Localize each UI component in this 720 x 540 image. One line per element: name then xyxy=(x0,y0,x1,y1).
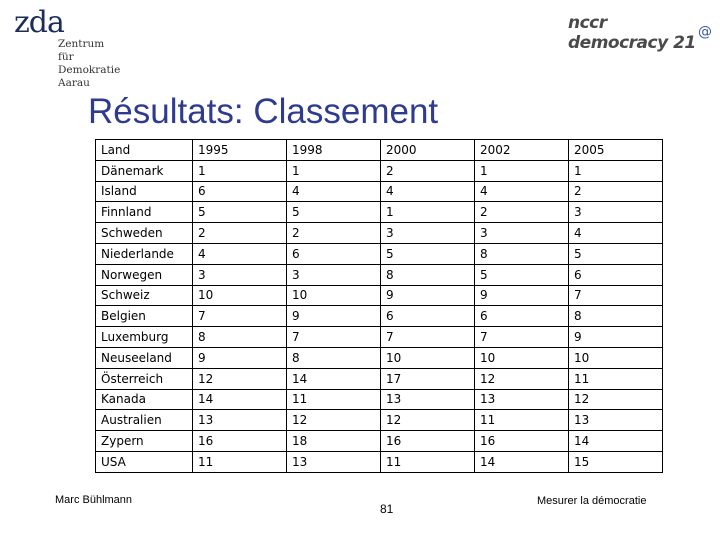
table-cell-rank: 12 xyxy=(475,368,569,389)
table-cell-rank: 14 xyxy=(475,451,569,472)
table-cell-rank: 2000 xyxy=(381,140,475,161)
table-cell-rank: 14 xyxy=(193,389,287,410)
table-cell-rank: 7 xyxy=(193,306,287,327)
table-cell-rank: 12 xyxy=(381,410,475,431)
table-cell-rank: 7 xyxy=(569,285,663,306)
table-cell-rank: 2 xyxy=(475,202,569,223)
table-cell-rank: 8 xyxy=(287,347,381,368)
table-cell-rank: 6 xyxy=(381,306,475,327)
table-row xyxy=(96,223,663,244)
table-cell-country: Land xyxy=(96,140,193,161)
table-cell-rank: 5 xyxy=(569,243,663,264)
table-cell-rank: 2 xyxy=(569,181,663,202)
table-cell-rank: 11 xyxy=(193,451,287,472)
table-cell-rank: 11 xyxy=(381,451,475,472)
ranking-table-body xyxy=(96,140,663,473)
table-cell-rank: 10 xyxy=(475,347,569,368)
table-cell-rank: 2005 xyxy=(569,140,663,161)
table-cell-rank: 11 xyxy=(569,368,663,389)
table-cell-country: Luxemburg xyxy=(96,327,193,348)
table-row xyxy=(96,264,663,285)
table-row xyxy=(96,306,663,327)
table-cell-rank: 2 xyxy=(381,160,475,181)
table-row xyxy=(96,368,663,389)
table-cell-rank: 9 xyxy=(569,327,663,348)
table-cell-rank: 1 xyxy=(287,160,381,181)
table-cell-rank: 9 xyxy=(287,306,381,327)
table-cell-rank: 8 xyxy=(381,264,475,285)
table-cell-rank: 8 xyxy=(569,306,663,327)
table-cell-rank: 1 xyxy=(193,160,287,181)
table-cell-rank: 8 xyxy=(475,243,569,264)
table-cell-rank: 13 xyxy=(569,410,663,431)
table-cell-rank: 2002 xyxy=(475,140,569,161)
table-cell-rank: 1 xyxy=(569,160,663,181)
table-cell-rank: 18 xyxy=(287,431,381,452)
table-cell-rank: 13 xyxy=(475,389,569,410)
slide-title: Résultats: Classement xyxy=(88,92,439,131)
footer-topic: Mesurer la démocratie xyxy=(537,495,647,507)
table-cell-rank: 4 xyxy=(287,181,381,202)
table-row xyxy=(96,431,663,452)
table-cell-country: Island xyxy=(96,181,193,202)
table-row xyxy=(96,451,663,472)
ranking-table xyxy=(95,139,663,473)
table-row xyxy=(96,160,663,181)
table-cell-rank: 4 xyxy=(569,223,663,244)
table-row xyxy=(96,389,663,410)
table-cell-rank: 12 xyxy=(287,410,381,431)
table-cell-country: Niederlande xyxy=(96,243,193,264)
nccr-logo-line2: democracy 21 xyxy=(568,33,696,53)
table-cell-rank: 7 xyxy=(381,327,475,348)
table-cell-rank: 6 xyxy=(475,306,569,327)
table-cell-rank: 5 xyxy=(193,202,287,223)
table-cell-country: Norwegen xyxy=(96,264,193,285)
table-cell-rank: 15 xyxy=(569,451,663,472)
table-row xyxy=(96,202,663,223)
table-cell-rank: 3 xyxy=(475,223,569,244)
table-cell-rank: 12 xyxy=(193,368,287,389)
zda-line-1: Zentrum für xyxy=(58,38,105,63)
table-cell-rank: 16 xyxy=(193,431,287,452)
table-cell-rank: 13 xyxy=(381,389,475,410)
table-cell-rank: 2 xyxy=(193,223,287,244)
table-cell-rank: 6 xyxy=(193,181,287,202)
table-row xyxy=(96,347,663,368)
table-row xyxy=(96,285,663,306)
table-cell-rank: 13 xyxy=(287,451,381,472)
page-number: 81 xyxy=(380,502,394,516)
table-cell-rank: 2 xyxy=(287,223,381,244)
table-cell-rank: 11 xyxy=(475,410,569,431)
table-cell-country: Zypern xyxy=(96,431,193,452)
table-cell-rank: 6 xyxy=(569,264,663,285)
table-cell-rank: 9 xyxy=(193,347,287,368)
table-row xyxy=(96,181,663,202)
table-cell-country: Kanada xyxy=(96,389,193,410)
nccr-logo-line1: nccr xyxy=(568,13,607,33)
table-cell-rank: 16 xyxy=(381,431,475,452)
table-cell-country: Neuseeland xyxy=(96,347,193,368)
table-cell-rank: 4 xyxy=(193,243,287,264)
nccr-logo xyxy=(568,14,716,54)
table-cell-rank: 10 xyxy=(193,285,287,306)
table-cell-rank: 4 xyxy=(381,181,475,202)
table-cell-rank: 14 xyxy=(569,431,663,452)
table-cell-rank: 9 xyxy=(381,285,475,306)
zda-logo-text xyxy=(58,38,120,90)
table-cell-rank: 5 xyxy=(475,264,569,285)
table-cell-rank: 1 xyxy=(475,160,569,181)
table-cell-rank: 9 xyxy=(475,285,569,306)
table-cell-country: Dänemark xyxy=(96,160,193,181)
table-cell-rank: 5 xyxy=(287,202,381,223)
table-header-row xyxy=(96,140,663,161)
table-cell-country: Schweiz xyxy=(96,285,193,306)
table-cell-rank: 4 xyxy=(475,181,569,202)
table-row xyxy=(96,327,663,348)
table-cell-rank: 10 xyxy=(287,285,381,306)
table-cell-rank: 17 xyxy=(381,368,475,389)
table-cell-rank: 5 xyxy=(381,243,475,264)
table-cell-rank: 3 xyxy=(193,264,287,285)
at-symbol-icon: @ xyxy=(698,24,712,40)
table-cell-rank: 13 xyxy=(193,410,287,431)
table-cell-rank: 10 xyxy=(569,347,663,368)
table-cell-rank: 11 xyxy=(287,389,381,410)
zda-line-2: Demokratie xyxy=(58,64,121,76)
table-cell-rank: 6 xyxy=(287,243,381,264)
table-cell-country: Australien xyxy=(96,410,193,431)
table-cell-rank: 7 xyxy=(475,327,569,348)
table-cell-rank: 3 xyxy=(287,264,381,285)
table-cell-rank: 1995 xyxy=(193,140,287,161)
table-cell-rank: 1998 xyxy=(287,140,381,161)
table-cell-country: Österreich xyxy=(96,368,193,389)
table-row xyxy=(96,243,663,264)
zda-line-3: Aarau xyxy=(58,77,90,89)
table-cell-rank: 12 xyxy=(569,389,663,410)
table-cell-rank: 1 xyxy=(381,202,475,223)
table-cell-rank: 3 xyxy=(381,223,475,244)
table-cell-country: Belgien xyxy=(96,306,193,327)
table-cell-rank: 3 xyxy=(569,202,663,223)
table-cell-country: Schweden xyxy=(96,223,193,244)
table-cell-rank: 8 xyxy=(193,327,287,348)
table-cell-country: USA xyxy=(96,451,193,472)
footer-author: Marc Bühlmann xyxy=(55,494,133,506)
table-cell-country: Finnland xyxy=(96,202,193,223)
table-cell-rank: 14 xyxy=(287,368,381,389)
table-cell-rank: 7 xyxy=(287,327,381,348)
table-cell-rank: 10 xyxy=(381,347,475,368)
table-cell-rank: 16 xyxy=(475,431,569,452)
table-row xyxy=(96,410,663,431)
zda-logo-mark: zda xyxy=(14,5,64,40)
